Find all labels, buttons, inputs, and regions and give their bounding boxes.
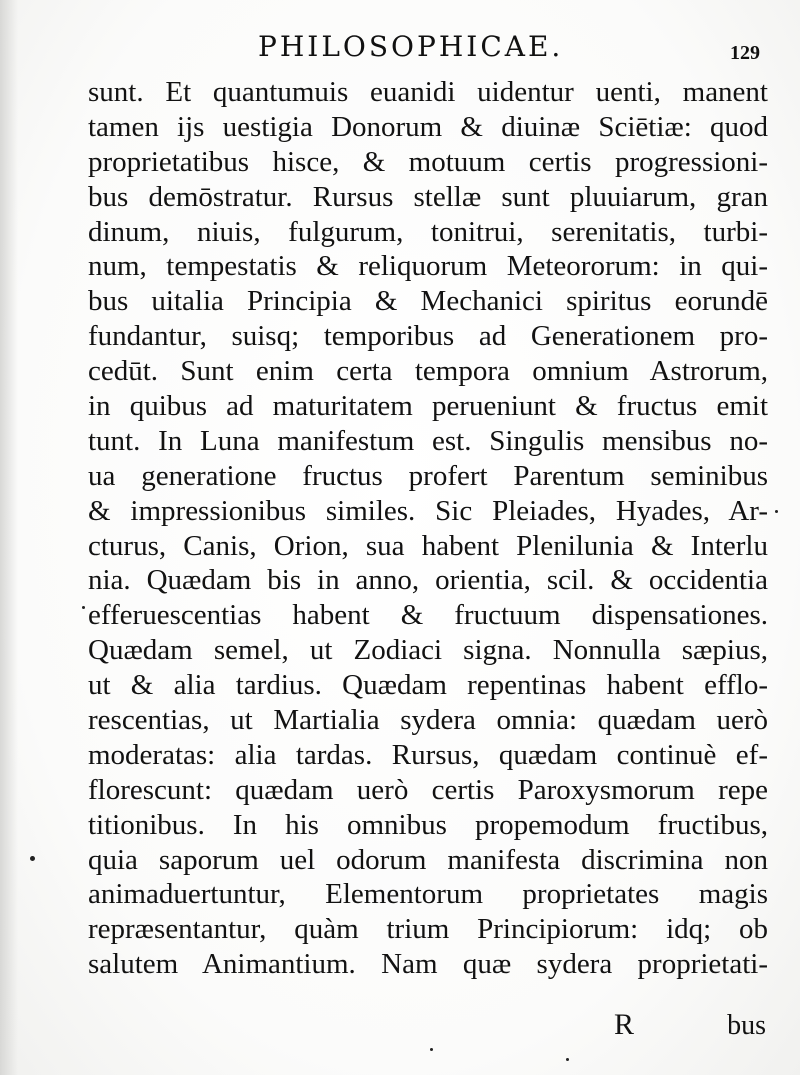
text-line: in quibus ad maturitatem perueniunt & fructus emit [88, 390, 768, 423]
text-line: salutem Animantium. Nam quæ sydera proprietati- [88, 948, 768, 981]
ink-speck [430, 1048, 433, 1051]
text-line: quia saporum uel odorum manifesta discrimina non [88, 843, 768, 876]
text-line: proprietatibus hisce, & motuum certis progressioni- [88, 145, 768, 178]
text-line: repræsentantur, quàm trium Principiorum: idq; ob [88, 913, 768, 946]
catchword: bus [727, 1010, 766, 1041]
text-line: tamen ijs uestigia Donorum & diuinæ Sciētiæ: quod [88, 110, 768, 143]
ink-speck [775, 510, 778, 513]
text-line: sunt. Et quantumuis euanidi uidentur uenti, manent [88, 76, 768, 108]
text-line: & impressionibus similes. Sic Pleiades, Hyades, Ar- [88, 494, 768, 527]
running-head: PHILOSOPHICAE. [258, 30, 564, 63]
text-line: dinum, niuis, fulgurum, tonitrui, serenitatis, turbi- [88, 215, 768, 248]
signature-mark: R [614, 1008, 635, 1041]
text-line: bus demōstratur. Rursus stellæ sunt pluuiarum, gran [88, 180, 768, 213]
text-line: tunt. In Luna manifestum est. Singulis mensibus no- [88, 424, 768, 457]
text-line: cturus, Canis, Orion, sua habent Plenilunia & Interlu [88, 529, 768, 562]
text-line: ua generatione fructus profert Parentum seminibus [88, 459, 768, 492]
text-line: titionibus. In his omnibus propemodum fructibus, [88, 808, 768, 841]
ink-speck [30, 856, 35, 861]
text-line: bus uitalia Principia & Mechanici spiritus eorundē [88, 285, 768, 318]
text-line: nia. Quædam bis in anno, orientia, scil. & occidentia [88, 564, 768, 597]
footer-row [88, 1008, 768, 1048]
text-line: rescentias, ut Martialia sydera omnia: quædam uerò [88, 704, 768, 737]
ink-speck [82, 606, 85, 609]
text-line: animaduertuntur, Elementorum proprietates magis [88, 878, 768, 911]
body-text [88, 75, 768, 982]
ink-speck [566, 1058, 569, 1061]
text-line: moderatas: alia tardas. Rursus, quædam continuè ef- [88, 738, 768, 771]
text-line: fundantur, suisq; temporibus ad Generationem pro- [88, 320, 768, 353]
text-line: num, tempestatis & reliquorum Meteororum: in qui- [88, 250, 768, 283]
text-line: cedūt. Sunt enim certa tempora omnium Astrorum, [88, 355, 768, 388]
text-line: efferuescentias habent & fructuum dispensationes. [88, 599, 768, 632]
text-line: ut & alia tardius. Quædam repentinas habent efflo- [88, 669, 768, 702]
text-line: florescunt: quædam uerò certis Paroxysmorum repe [88, 773, 768, 806]
text-line: Quædam semel, ut Zodiaci signa. Nonnulla sæpius, [88, 634, 768, 667]
gutter-shadow [0, 0, 18, 1075]
page-number: 129 [730, 42, 760, 64]
